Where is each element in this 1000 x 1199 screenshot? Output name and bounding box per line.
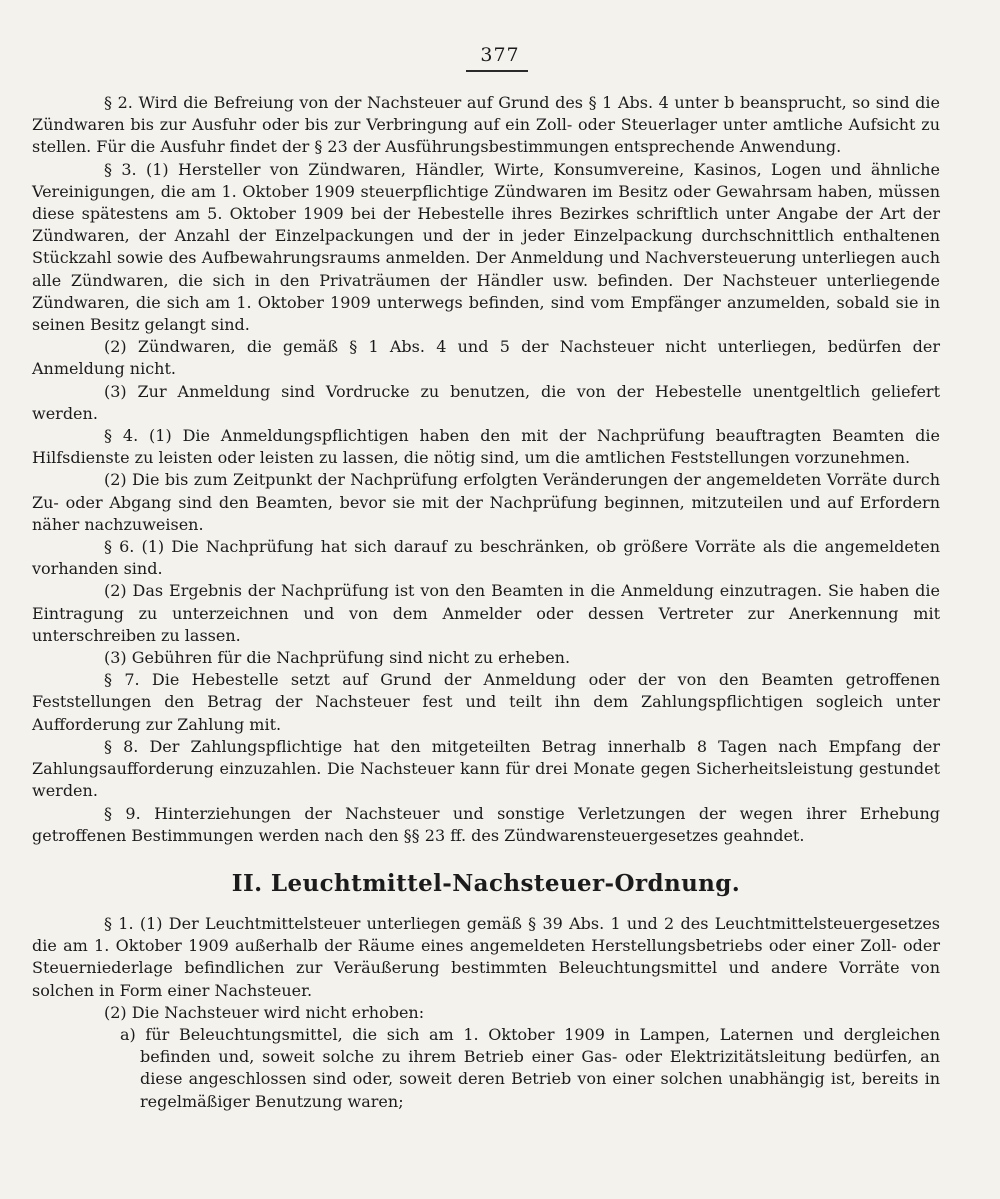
- page-number-rule: [466, 70, 528, 72]
- list-item-a: a) für Beleuchtungsmittel, die sich am 1. Oktober 1909 in Lampen, Laternen und dergleichen befinden und, soweit solche zu ihrem Betrieb einer Gas- oder Elektrizitätsleitung bedürfen, an diese angeschlossen sind oder, soweit deren Betrieb von einer solchen unabhängig ist, bereits in regelmäßiger Benutzung waren;: [120, 1024, 940, 1111]
- paragraph-section-6-1: § 6. (1) Die Nachprüfung hat sich darauf zu beschränken, ob größere Vorräte als die angemeldeten vorhanden sind.: [32, 537, 940, 579]
- paragraph-part2-section-1-1: § 1. (1) Der Leuchtmittelsteuer unterliegen gemäß § 39 Abs. 1 und 2 des Leuchtmittelsteuergesetzes die am 1. Oktober 1909 außerhalb der Räume eines angemeldeten Herstellungsbetriebs oder einer Zoll- oder Steuerniederlage befindlichen zur Veräußerung bestimmten Beleuchtungsmittel und andere Vorräte von solchen in Form einer Nachsteuer.: [32, 913, 940, 1000]
- section-heading: II. Leuchtmittel-Nachsteuer-Ordnung.: [231, 869, 741, 897]
- paragraph-section-8: § 8. Der Zahlungspflichtige hat den mitgeteilten Betrag innerhalb 8 Tagen nach Empfang der Zahlungsaufforderung einzuzahlen. Die Nachsteuer kann für drei Monate gegen Sicherheitsleistung gestundet werden.: [32, 736, 940, 801]
- paragraph-section-4-2: (2) Die bis zum Zeitpunkt der Nachprüfung erfolgten Veränderungen der angemeldeten Vorräte durch Zu- oder Abgang sind den Beamten, bevor sie mit der Nachprüfung beginnen, mitzuteilen und auf Erfordern näher nachzuweisen.: [32, 470, 940, 534]
- paragraph-section-4-1: § 4. (1) Die Anmeldungspflichtigen haben den mit der Nachprüfung beauftragten Beamten die Hilfsdienste zu leisten oder leisten zu lassen, die nötig sind, um die amtlichen Feststellungen vorzunehmen.: [32, 426, 940, 468]
- paragraph-section-6-3: (3) Gebühren für die Nachprüfung sind nicht zu erheben.: [104, 648, 571, 668]
- page-number: 377: [480, 44, 520, 66]
- paragraph-part2-section-1-2: (2) Die Nachsteuer wird nicht erhoben:: [104, 1002, 425, 1022]
- paragraph-section-3-1: § 3. (1) Hersteller von Zündwaren, Händler, Wirte, Konsumvereine, Kasinos, Logen und ähnliche Vereinigungen, die am 1. Oktober 1909 steuerpflichtige Zündwaren im Besitz oder Gewahrsam haben, müssen diese spätestens am 5. Oktober 1909 bei der Hebestelle ihres Bezirkes schriftlich unter Angabe der Art der Zündwaren, der Anzahl der Einzelpackungen und der in jeder Einzelpackung durchschnittlich enthaltenen Stückzahl sowie des Aufbewahrungsraums anmelden. Der Anmeldung und Nachversteuerung unterliegen auch alle Zündwaren, die sich in den Privaträumen der Händler usw. befinden. Der Nachsteuer unterliegende Zündwaren, die sich am 1. Oktober 1909 unterwegs befinden, sind vom Empfänger anzumelden, sobald sie in seinen Besitz gelangt sind.: [32, 159, 940, 335]
- paragraph-section-3-3: (3) Zur Anmeldung sind Vordrucke zu benutzen, die von der Hebestelle unentgeltlich geliefert werden.: [32, 381, 940, 423]
- paragraph-section-7: § 7. Die Hebestelle setzt auf Grund der Anmeldung oder der von den Beamten getroffenen Feststellungen den Betrag der Nachsteuer fest und teilt ihn dem Zahlungspflichtigen sogleich unter Aufforderung zur Zahlung mit.: [32, 670, 940, 734]
- document-body: [32, 92, 940, 1113]
- paragraph-section-3-2: (2) Zündwaren, die gemäß § 1 Abs. 4 und 5 der Nachsteuer nicht unterliegen, bedürfen der Anmeldung nicht.: [32, 337, 940, 379]
- paragraph-section-2: § 2. Wird die Befreiung von der Nachsteuer auf Grund des § 1 Abs. 4 unter b beansprucht, so sind die Zündwaren bis zur Ausfuhr oder bis zur Verbringung auf ein Zoll- oder Steuerlager unter amtliche Aufsicht zu stellen. Für die Ausfuhr findet der § 23 der Ausführungsbestimmungen entsprechende Anwendung.: [32, 93, 940, 157]
- paragraph-section-6-2: (2) Das Ergebnis der Nachprüfung ist von den Beamten in die Anmeldung einzutragen. Sie haben die Eintragung zu unterzeichnen und von dem Anmelder oder dessen Vertreter zur Anerkennung mit unterschreiben zu lassen.: [32, 581, 940, 645]
- paragraph-section-9: § 9. Hinterziehungen der Nachsteuer und sonstige Verletzungen der wegen ihrer Erhebung getroffenen Bestimmungen werden nach den §§ 23 ff. des Zündwarensteuergesetzes geahndet.: [32, 803, 940, 845]
